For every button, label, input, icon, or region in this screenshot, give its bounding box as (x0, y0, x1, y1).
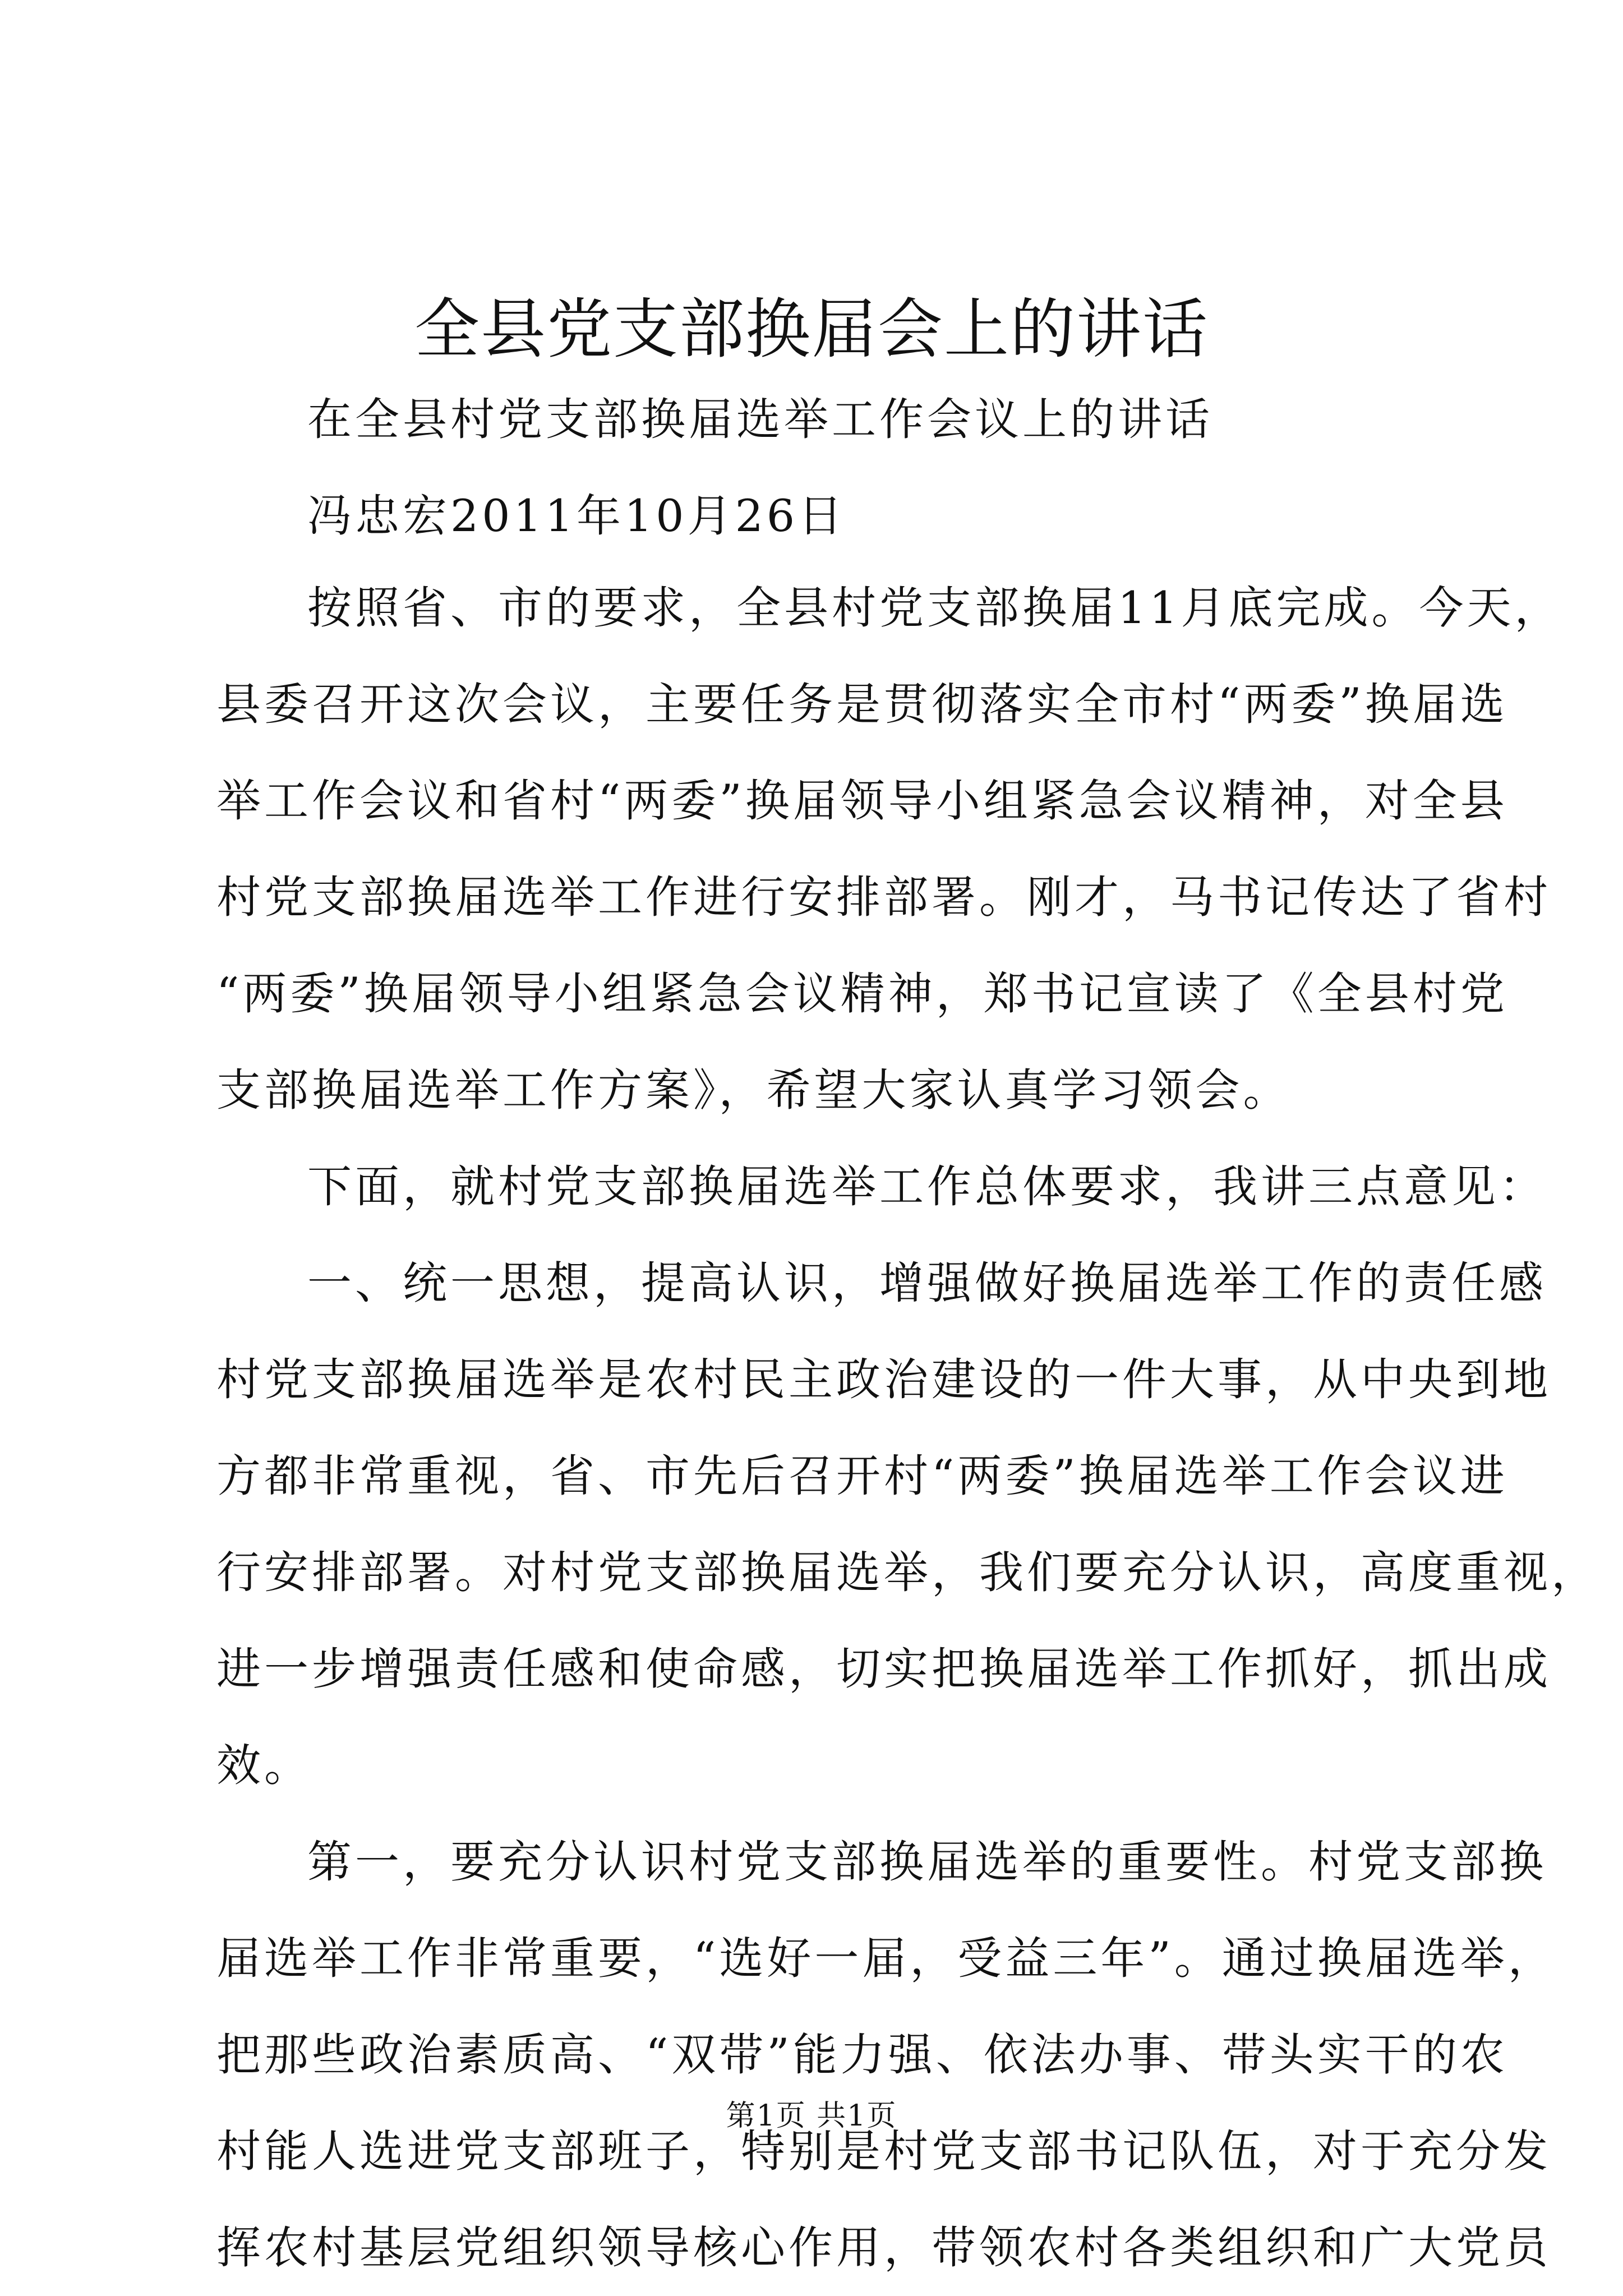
document-title: 全县党支部换届会上的讲话 (414, 292, 1209, 367)
paragraph-line: 方都非常重视，省、市先后召开村“两委”换届选举工作会议进 (216, 1450, 1508, 1502)
paragraph-line: 举工作会议和省村“两委”换届领导小组紧急会议精神，对全县 (216, 775, 1508, 827)
paragraph-line: 支部换届选举工作方案》，希望大家认真学习领会。 (216, 1064, 1291, 1116)
paragraph-line: 挥农村基层党组织领导核心作用，带领农村各类组织和广大党员 (216, 2222, 1551, 2274)
paragraph-line: 县委召开这次会议，主要任务是贯彻落实全市村“两委”换届选 (216, 679, 1508, 730)
document-body (216, 560, 1599, 2296)
document-subtitle: 在全县村党支部换届选举工作会议上的讲话 (307, 394, 1213, 445)
page-footer: 第1页 共1页 (726, 2099, 897, 2133)
paragraph-line: 效。 (216, 1740, 312, 1791)
paragraph-line: 村党支部换届选举是农村民主政治建设的一件大事，从中央到地 (216, 1354, 1551, 1405)
paragraph-line: 把那些政治素质高、“双带”能力强、依法办事、带头实干的农 (216, 2029, 1508, 2081)
paragraph-line: 按照省、市的要求，全县村党支部换届11月底完成。今天， (307, 582, 1562, 634)
paragraph-line: 进一步增强责任感和使命感，切实把换届选举工作抓好，抓出成 (216, 1643, 1551, 1695)
paragraph-line: 届选举工作非常重要，“选好一届，受益三年”。通过换届选举， (216, 1933, 1556, 1984)
paragraph-line: “两委”换届领导小组紧急会议精神，郑书记宣读了《全县村党 (216, 968, 1508, 1020)
author-date-line: 冯忠宏2011年10月26日 (307, 490, 846, 542)
paragraph-line: 村能人选进党支部班子，特别是村党支部书记队伍，对于充分发 (216, 2126, 1551, 2177)
paragraph-line: 下面，就村党支部换届选举工作总体要求，我讲三点意见： (307, 1161, 1547, 1212)
paragraph-line: 第一，要充分认识村党支部换届选举的重要性。村党支部换 (307, 1836, 1547, 1888)
section-heading: 一、统一思想，提高认识，增强做好换届选举工作的责任感 (307, 1257, 1547, 1309)
paragraph-line: 村党支部换届选举工作进行安排部署。刚才，马书记传达了省村 (216, 872, 1551, 923)
paragraph-line: 行安排部署。对村党支部换届选举，我们要充分认识，高度重视， (216, 1547, 1599, 1598)
